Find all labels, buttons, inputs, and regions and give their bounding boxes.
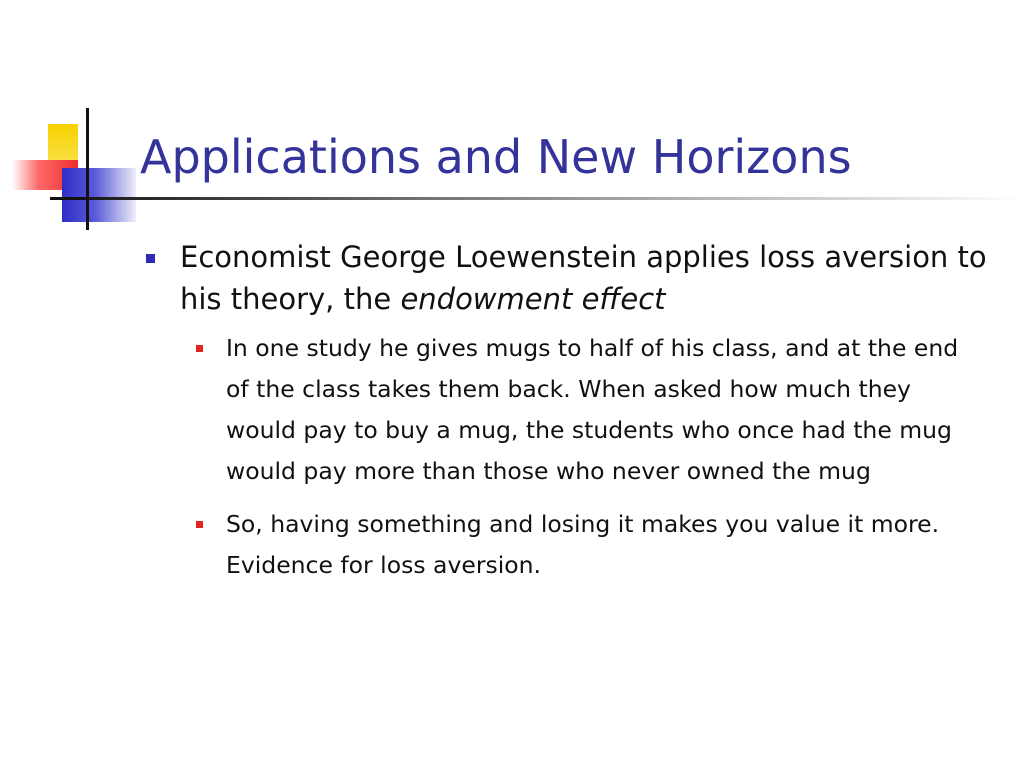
sub-bullet-text: So, having something and losing it makes you value it more. Evidence for loss aversion. [226, 510, 940, 579]
sub-bullet-item [180, 328, 986, 492]
square-bullet-icon [196, 345, 203, 352]
square-bullet-icon [196, 521, 203, 528]
sub-bullet-item [180, 504, 986, 586]
square-bullet-icon [146, 254, 155, 263]
bullet-item [140, 236, 1000, 586]
bullet-list [140, 236, 1000, 598]
bullet-text: Economist George Loewenstein applies loss aversion to his theory, the [180, 240, 987, 316]
decorative-blue-square [62, 168, 136, 222]
bullet-emphasis-text: endowment effect [400, 282, 666, 316]
sub-bullet-list [180, 328, 1000, 586]
slide-title: Applications and New Horizons [140, 130, 852, 184]
decorative-vertical-line [86, 108, 89, 230]
sub-bullet-text: In one study he gives mugs to half of his class, and at the end of the class takes them back. When asked how much they would pay to buy a mug, the students who once had the mug would pay more than those who never owned the mug [226, 334, 959, 485]
title-underline-rule [88, 197, 1024, 200]
